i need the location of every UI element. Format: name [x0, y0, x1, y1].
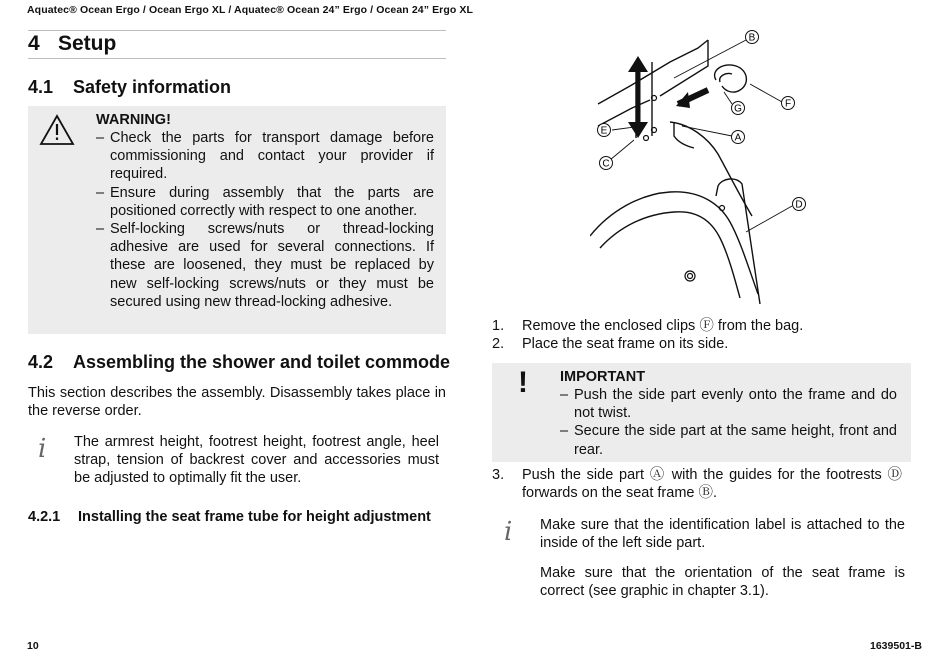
info-note: The armrest height, footrest height, footrest angle, heel strap, tension of backrest cover and accessories must be adjusted to optimally fit the user.	[74, 434, 439, 487]
callout-label: F	[784, 98, 792, 110]
assembly-figure	[590, 26, 820, 304]
callout-label: B	[748, 32, 756, 44]
section-heading	[28, 30, 446, 59]
callout-label: D	[795, 199, 803, 211]
subsection-title: Safety information	[73, 77, 232, 97]
important-list	[560, 386, 897, 459]
intro-paragraph: This section describes the assembly. Disassembly takes place in the reverse order.	[28, 385, 446, 420]
exclamation-icon: !	[518, 366, 528, 399]
document-number: 1639501-B	[870, 640, 922, 652]
running-header: Aquatec® Ocean Ergo / Ocean Ergo XL / Aquatec® Ocean 24” Ergo / Ocean 24” Ergo XL	[27, 4, 474, 16]
info-note: Make sure that the orientation of the seat frame is correct (see graphic in chapter 3.1).	[540, 565, 905, 600]
warning-box	[28, 106, 446, 334]
info-icon: i	[38, 434, 47, 464]
list-item: – Check the parts for transport damage before commissioning and contact your provider if required.	[96, 129, 434, 184]
list-item	[492, 317, 912, 335]
list-item	[492, 466, 902, 502]
callout-label: A	[734, 132, 742, 144]
step-list	[492, 317, 912, 353]
subsubsection-title: Installing the seat frame tube for height adjustment	[78, 509, 431, 525]
step-number: 3.	[492, 467, 505, 483]
important-box	[492, 363, 911, 462]
warning-title: WARNING!	[96, 112, 171, 128]
info-icon: i	[504, 517, 513, 547]
list-item: – Secure the side part at the same height, front and rear.	[560, 422, 897, 458]
step-text: Remove the enclosed clips Ⓕ from the bag.	[522, 318, 804, 334]
subsection-title: Assembling the shower and toilet commode	[73, 352, 451, 372]
subsection-number: 4.2	[28, 352, 54, 372]
info-note: Make sure that the identification label is attached to the inside of the left side part.	[540, 517, 905, 552]
subsection-number: 4.1	[28, 77, 54, 97]
important-title: IMPORTANT	[560, 369, 646, 385]
section-number: 4	[28, 32, 40, 55]
list-item: – Push the side part evenly onto the frame and do not twist.	[560, 386, 897, 422]
page-number: 10	[27, 640, 39, 652]
warning-triangle-icon	[39, 114, 75, 146]
step-list	[492, 466, 902, 502]
callout-label: C	[602, 158, 610, 170]
warning-list	[96, 129, 434, 311]
subsubsection-heading	[28, 508, 458, 526]
list-item: – Ensure during assembly that the parts are positioned correctly with respect to one another.	[96, 184, 434, 220]
step-text: Push the side part Ⓐ with the guides for the footrests Ⓓ forwards on the seat frame Ⓑ.	[522, 467, 902, 502]
step-number: 2.	[492, 336, 505, 353]
subsection-heading	[28, 351, 468, 373]
list-item	[492, 335, 912, 353]
subsubsection-number: 4.2.1	[28, 509, 61, 525]
callout-label: E	[600, 125, 608, 137]
subsection-heading	[28, 76, 231, 98]
section-title: Setup	[58, 32, 117, 55]
callout-label: G	[734, 103, 742, 115]
list-item: – Self-locking screws/nuts or thread-locking adhesive are used for several connections. If these are loosened, they must be replaced by new self-locking screws/nuts or they must be secured using new thread-locking adhesive.	[96, 220, 434, 311]
step-text: Place the seat frame on its side.	[522, 336, 729, 353]
step-number: 1.	[492, 318, 505, 334]
